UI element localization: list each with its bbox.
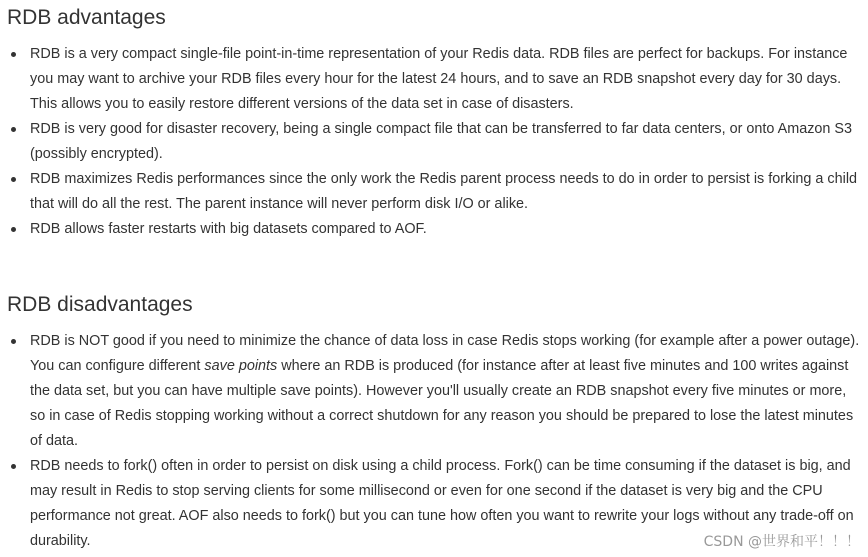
bullet-icon	[11, 339, 16, 344]
bullet-icon	[11, 227, 16, 232]
list-item-text-after: where an RDB is produced (for instance after at least five minutes and 100 writes against the data set, but you can have multiple save points). However you'll usually create an RDB snapshot every five minutes or more, so in case of Redis stopping working without a correct shutdown for any reason you should be prepared to lose the latest minutes of data.	[30, 358, 854, 449]
list-item-text: RDB is a very compact single-file point-in-time representation of your Redis data. RDB files are perfect for backups. For instance you may want to archive your RDB files every hour for the latest 24 hours, and to save an RDB snapshot every day for 30 days. This allows you to easily restore different versions of the data set in case of disasters.	[30, 46, 848, 112]
save-points-emphasis: save points	[204, 358, 278, 374]
csdn-watermark: CSDN @世界和平！！！	[703, 534, 860, 550]
list-item-text: RDB needs to fork() often in order to persist on disk using a child process. Fork() can be time consuming if the dataset is big, and may result in Redis to stop serving clients for some millisecond or even for one second if the dataset is very big and the CPU performance not great. AOF also needs to fork() but you can tune how often you want to rewrite your logs without any trade-off on durability.	[30, 458, 854, 549]
bullet-icon	[11, 127, 16, 132]
bullet-icon	[11, 52, 16, 57]
list-item	[0, 167, 868, 217]
disadvantages-heading: RDB disadvantages	[7, 293, 193, 316]
list-item-text: RDB allows faster restarts with big datasets compared to AOF.	[30, 221, 427, 237]
list-item	[0, 42, 868, 117]
list-item-text-before: RDB is NOT good if you need to minimize the chance of data loss in case Redis stops working (for example after a power outage). You can configure different	[30, 333, 860, 374]
list-item	[0, 329, 868, 454]
advantages-list	[0, 42, 868, 242]
bullet-icon	[11, 464, 16, 469]
bullet-icon	[11, 177, 16, 182]
list-item-text: RDB is very good for disaster recovery, being a single compact file that can be transferred to far data centers, or onto Amazon S3 (possibly encrypted).	[30, 121, 853, 162]
list-item-text: RDB maximizes Redis performances since the only work the Redis parent process needs to do in order to persist is forking a child that will do all the rest. The parent instance will never perform disk I/O or alike.	[30, 171, 858, 212]
list-item	[0, 117, 868, 167]
list-item	[0, 217, 868, 242]
advantages-heading: RDB advantages	[7, 6, 166, 29]
disadvantages-list	[0, 329, 868, 554]
